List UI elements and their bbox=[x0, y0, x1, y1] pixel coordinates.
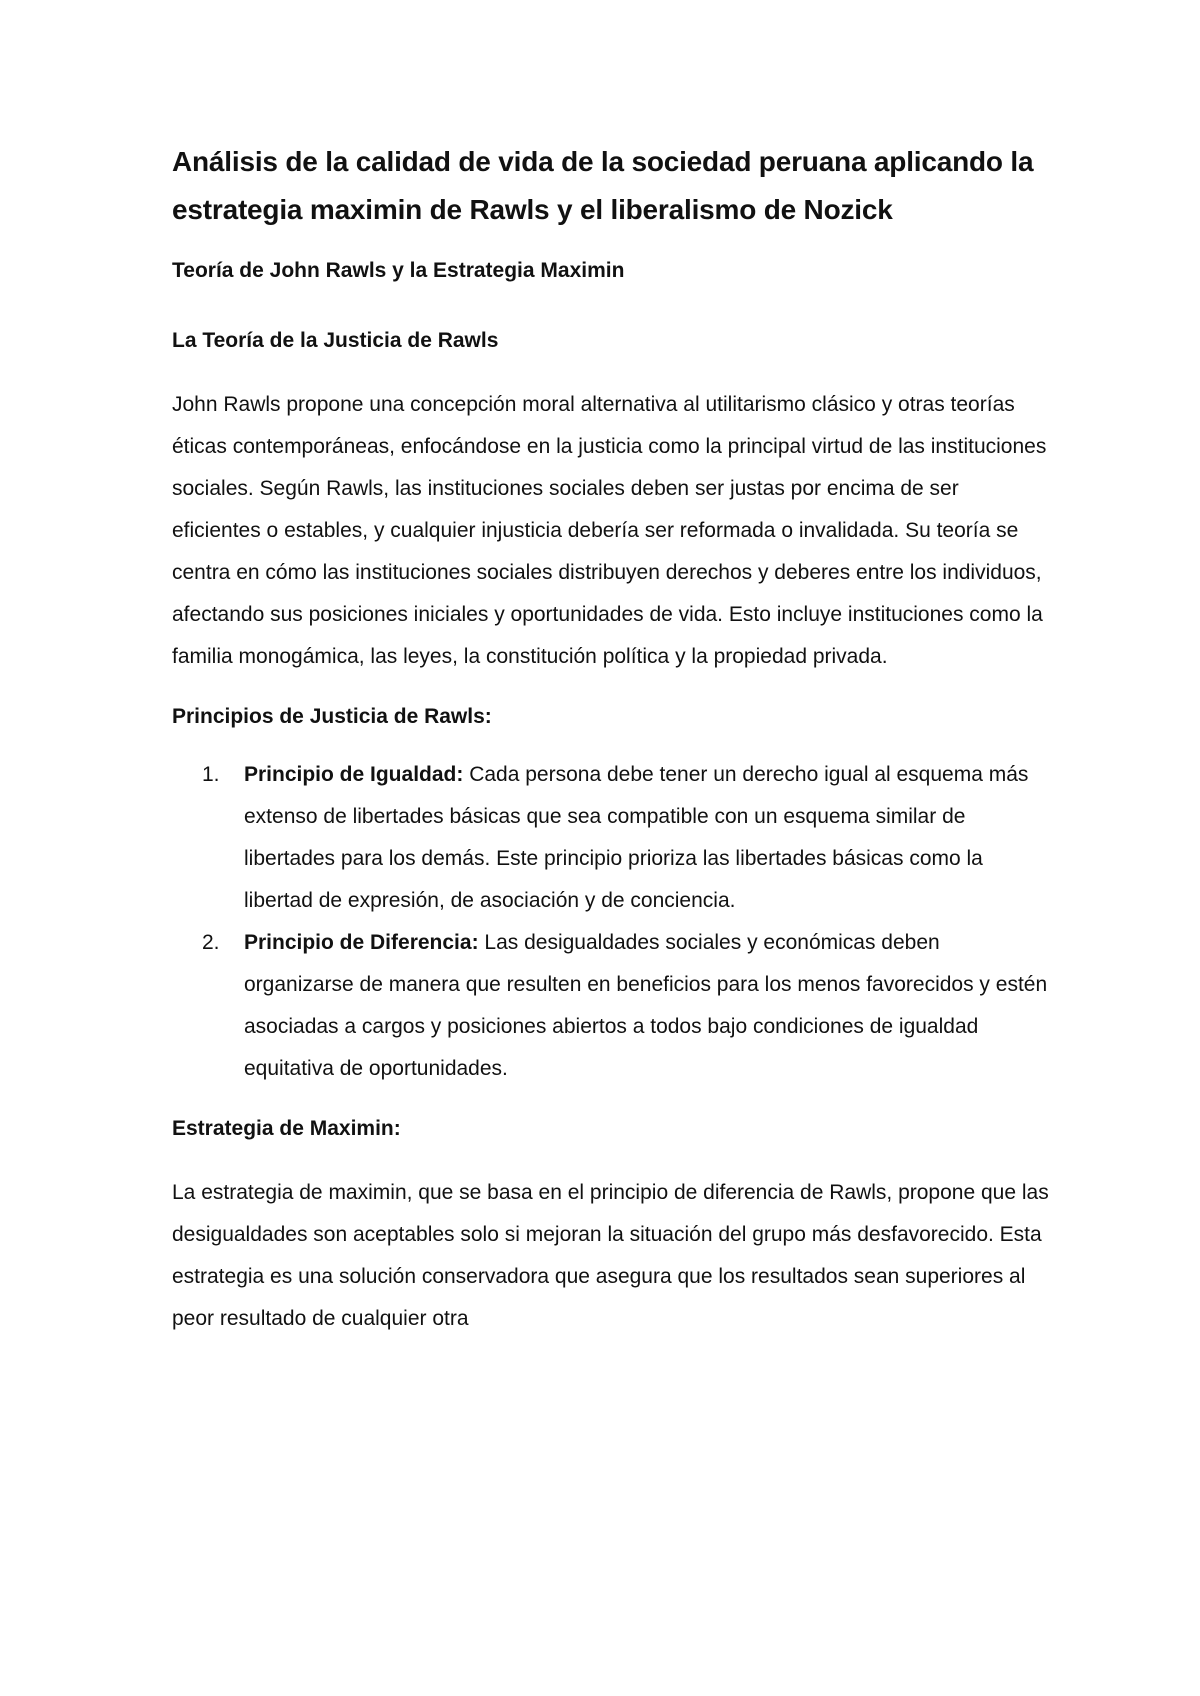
list-item-text: Cada persona debe tener un derecho igual al esquema más extenso de libertades básicas que sea compatible con un esquema similar de libertades para los demás. Este principio prioriza las libertades básicas como la libertad de expresión, de asociación y de conciencia. bbox=[244, 763, 1029, 912]
list-item-difference-principle bbox=[172, 922, 1052, 1090]
principles-list bbox=[172, 754, 1052, 1090]
subsection-heading-justice-theory: La Teoría de la Justicia de Rawls bbox=[172, 329, 499, 352]
subsection-heading-principles: Principios de Justicia de Rawls: bbox=[172, 705, 492, 728]
list-item-text: Las desigualdades sociales y económicas deben organizarse de manera que resulten en beneficios para los menos favorecidos y estén asociadas a cargos y posiciones abiertos a todos bajo condiciones de igualdad equitativa de oportunidades. bbox=[244, 931, 1048, 1080]
document-title-line-1: Análisis de la calidad de vida de la sociedad peruana aplicando la bbox=[172, 146, 1034, 177]
paragraph-rawls-theory: John Rawls propone una concepción moral alternativa al utilitarismo clásico y otras teorías éticas contemporáneas, enfocándose en la justicia como la principal virtud de las instituciones sociales. Según Rawls, las instituciones sociales deben ser justas por encima de ser eficientes o estables, y cualquier injusticia debería ser reformada o invalidada. Su teoría se centra en cómo las instituciones sociales distribuyen derechos y deberes entre los individuos, afectando sus posiciones iniciales y oportunidades de vida. Esto incluye instituciones como la familia monogámica, las leyes, la constitución política y la propiedad privada. bbox=[172, 393, 1047, 668]
list-item-term: Principio de Igualdad: bbox=[244, 763, 464, 786]
list-item-number: 1. bbox=[202, 763, 220, 786]
list-item-equality-principle bbox=[172, 754, 1052, 922]
subsection-heading-maximin-strategy: Estrategia de Maximin: bbox=[172, 1117, 401, 1140]
paragraph-maximin-strategy: La estrategia de maximin, que se basa en el principio de diferencia de Rawls, propone que las desigualdades son aceptables solo si mejoran la situación del grupo más desfavorecido. Esta estrategia es una solución conservadora que asegura que los resultados sean superiores al peor resultado de cualquier otra bbox=[172, 1181, 1049, 1330]
document-body bbox=[172, 138, 1052, 1340]
list-item-term: Principio de Diferencia: bbox=[244, 931, 479, 954]
list-item-number: 2. bbox=[202, 931, 220, 954]
document-title bbox=[172, 138, 1052, 234]
section-heading-rawls-maximin: Teoría de John Rawls y la Estrategia Maximin bbox=[172, 259, 625, 282]
document-title-line-2: estrategia maximin de Rawls y el liberalismo de Nozick bbox=[172, 194, 893, 225]
